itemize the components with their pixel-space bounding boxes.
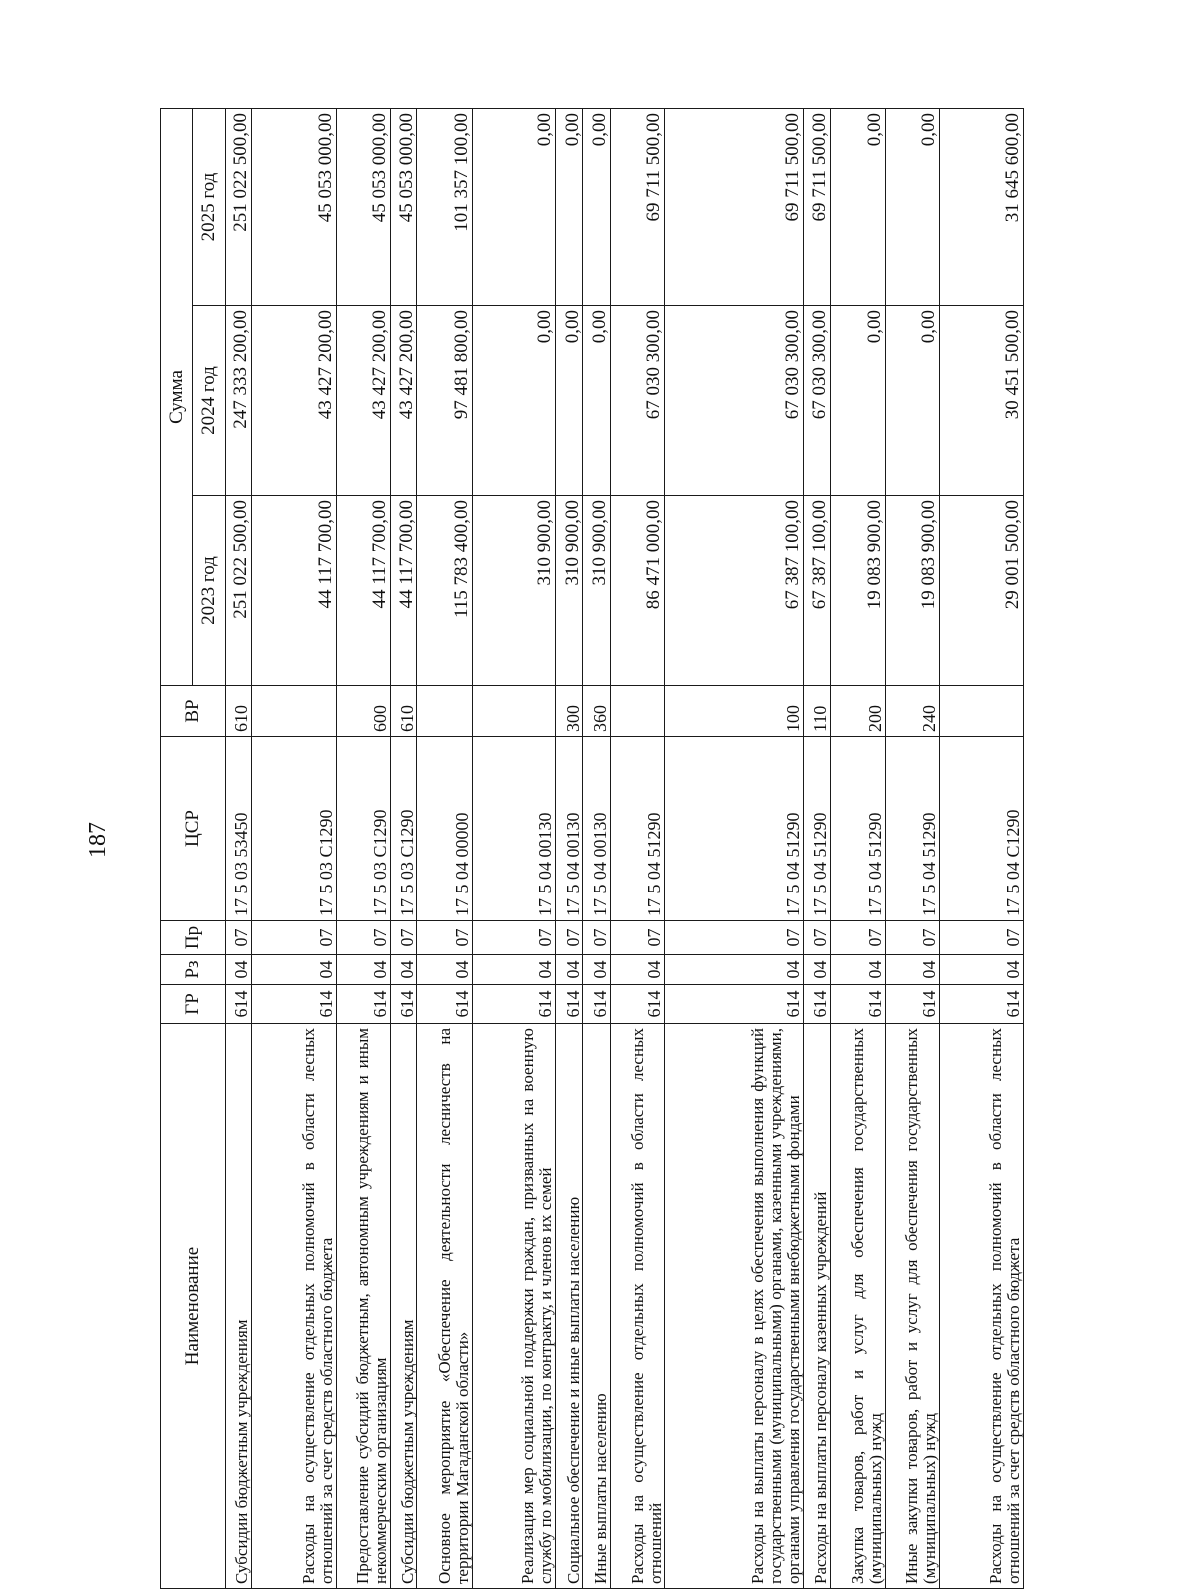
row-name: Социальное обеспечение и иные выплаты населению: [555, 1024, 583, 1589]
row-pr: 07: [939, 921, 1023, 955]
row-gr: 614: [939, 985, 1023, 1024]
row-2024: 0,00: [583, 306, 611, 496]
row-2025: 69 711 500,00: [611, 109, 665, 306]
table-header: [161, 109, 226, 1589]
row-pr: 07: [611, 921, 665, 955]
row-vr: 300: [555, 686, 583, 737]
row-gr: 614: [803, 985, 831, 1024]
row-2023: 44 117 700,00: [390, 496, 417, 686]
table-row: [583, 109, 611, 1589]
row-2024: 67 030 300,00: [665, 306, 803, 496]
row-2023: 86 471 000,00: [611, 496, 665, 686]
row-vr: [472, 686, 555, 737]
row-rz: 04: [831, 955, 885, 985]
row-2023: 115 783 400,00: [417, 496, 472, 686]
row-gr: 614: [555, 985, 583, 1024]
row-2024: 67 030 300,00: [611, 306, 665, 496]
row-gr: 614: [417, 985, 472, 1024]
page-number: 187: [84, 822, 111, 858]
row-csr: 17 5 04 51290: [611, 737, 665, 921]
table-row: [611, 109, 665, 1589]
row-rz: 04: [803, 955, 831, 985]
table-row: [417, 109, 472, 1589]
row-gr: 614: [226, 985, 252, 1024]
row-name: Субсидии бюджетным учреждениям: [226, 1024, 252, 1589]
row-2023: 44 117 700,00: [251, 496, 336, 686]
row-2024: 0,00: [555, 306, 583, 496]
header-rz: Рз: [161, 955, 226, 985]
table-row: [555, 109, 583, 1589]
row-pr: 07: [390, 921, 417, 955]
row-2024: 43 427 200,00: [390, 306, 417, 496]
row-rz: 04: [390, 955, 417, 985]
row-rz: 04: [885, 955, 939, 985]
row-name: Расходы на выплаты персоналу в целях обеспечения выполнения функций государственными (муниципальными) органами, казенными учреждениями, органами управления государственными внебюджетными фондами: [665, 1024, 803, 1589]
table-row: [390, 109, 417, 1589]
row-name: Расходы на осуществление отдельных полномочий в области лесных отношений за счет средств областного бюджета: [251, 1024, 336, 1589]
table-row: [665, 109, 803, 1589]
row-rz: 04: [417, 955, 472, 985]
header-gr: ГР: [161, 985, 226, 1024]
row-pr: 07: [885, 921, 939, 955]
row-pr: 07: [226, 921, 252, 955]
row-2024: 43 427 200,00: [336, 306, 390, 496]
row-vr: [251, 686, 336, 737]
row-pr: 07: [251, 921, 336, 955]
row-2025: 0,00: [472, 109, 555, 306]
row-2025: 0,00: [583, 109, 611, 306]
table-row: [831, 109, 885, 1589]
row-rz: 04: [665, 955, 803, 985]
row-csr: 17 5 04 00130: [555, 737, 583, 921]
row-2025: 31 645 600,00: [939, 109, 1023, 306]
header-2024: 2024 год: [193, 306, 226, 496]
row-2023: 310 900,00: [555, 496, 583, 686]
row-2025: 0,00: [831, 109, 885, 306]
table-row: [251, 109, 336, 1589]
budget-table: [160, 108, 1024, 1589]
row-2023: 310 900,00: [472, 496, 555, 686]
row-rz: 04: [226, 955, 252, 985]
row-2023: 310 900,00: [583, 496, 611, 686]
row-pr: 07: [583, 921, 611, 955]
row-vr: 110: [803, 686, 831, 737]
row-name: Закупка товаров, работ и услуг для обеспечения государственных (муниципальных) нужд: [831, 1024, 885, 1589]
row-2024: 67 030 300,00: [803, 306, 831, 496]
row-pr: 07: [336, 921, 390, 955]
row-gr: 614: [611, 985, 665, 1024]
row-vr: 610: [390, 686, 417, 737]
row-2025: 0,00: [555, 109, 583, 306]
row-pr: 07: [803, 921, 831, 955]
row-vr: 240: [885, 686, 939, 737]
row-2025: 0,00: [885, 109, 939, 306]
row-2023: 67 387 100,00: [803, 496, 831, 686]
table-body: [226, 109, 1024, 1589]
row-pr: 07: [831, 921, 885, 955]
row-csr: 17 5 03 С1290: [390, 737, 417, 921]
row-vr: [417, 686, 472, 737]
table-row: [939, 109, 1023, 1589]
row-gr: 614: [665, 985, 803, 1024]
row-vr: 100: [665, 686, 803, 737]
row-2023: 19 083 900,00: [885, 496, 939, 686]
header-sum: Сумма: [161, 109, 193, 686]
row-2025: 45 053 000,00: [390, 109, 417, 306]
header-pr: Пр: [161, 921, 226, 955]
row-pr: 07: [555, 921, 583, 955]
header-2023: 2023 год: [193, 496, 226, 686]
row-pr: 07: [665, 921, 803, 955]
row-csr: 17 5 04 51290: [803, 737, 831, 921]
row-2023: 29 001 500,00: [939, 496, 1023, 686]
row-rz: 04: [611, 955, 665, 985]
table-row: [885, 109, 939, 1589]
row-name: Расходы на осуществление отдельных полномочий в области лесных отношений: [611, 1024, 665, 1589]
table-row: [472, 109, 555, 1589]
row-gr: 614: [251, 985, 336, 1024]
row-rz: 04: [583, 955, 611, 985]
row-gr: 614: [885, 985, 939, 1024]
row-vr: [611, 686, 665, 737]
row-csr: 17 5 03 С1290: [251, 737, 336, 921]
row-name: Субсидии бюджетным учреждениям: [390, 1024, 417, 1589]
row-2024: 247 333 200,00: [226, 306, 252, 496]
row-pr: 07: [472, 921, 555, 955]
row-gr: 614: [336, 985, 390, 1024]
header-2025: 2025 год: [193, 109, 226, 306]
row-2023: 44 117 700,00: [336, 496, 390, 686]
row-rz: 04: [472, 955, 555, 985]
row-vr: 610: [226, 686, 252, 737]
row-vr: 200: [831, 686, 885, 737]
row-name: Иные закупки товаров, работ и услуг для обеспечения государственных (муниципальных) нужд: [885, 1024, 939, 1589]
row-vr: [939, 686, 1023, 737]
row-pr: 07: [417, 921, 472, 955]
row-2024: 0,00: [831, 306, 885, 496]
row-rz: 04: [251, 955, 336, 985]
row-gr: 614: [472, 985, 555, 1024]
row-csr: 17 5 04 С1290: [939, 737, 1023, 921]
row-2024: 30 451 500,00: [939, 306, 1023, 496]
row-csr: 17 5 04 51290: [831, 737, 885, 921]
row-csr: 17 5 04 00000: [417, 737, 472, 921]
row-csr: 17 5 03 53450: [226, 737, 252, 921]
row-csr: 17 5 04 00130: [583, 737, 611, 921]
row-name: Иные выплаты населению: [583, 1024, 611, 1589]
header-name: Наименование: [161, 1024, 226, 1589]
row-name: Расходы на осуществление отдельных полномочий в области лесных отношений за счет средств областного бюджета: [939, 1024, 1023, 1589]
row-2023: 67 387 100,00: [665, 496, 803, 686]
row-vr: 600: [336, 686, 390, 737]
row-rz: 04: [939, 955, 1023, 985]
row-2025: 251 022 500,00: [226, 109, 252, 306]
row-name: Реализация мер социальной поддержки граждан, призванных на военную службу по мобилизации, по контракту, и членов их семей: [472, 1024, 555, 1589]
row-gr: 614: [390, 985, 417, 1024]
row-2025: 45 053 000,00: [251, 109, 336, 306]
header-csr: ЦСР: [161, 737, 226, 921]
row-name: Основное мероприятие «Обеспечение деятельности лесничеств на территории Магаданской области»: [417, 1024, 472, 1589]
row-csr: 17 5 03 С1290: [336, 737, 390, 921]
row-2025: 69 711 500,00: [803, 109, 831, 306]
rotated-table-container: [160, 109, 1024, 1589]
row-2024: 0,00: [472, 306, 555, 496]
row-2023: 19 083 900,00: [831, 496, 885, 686]
table-row: [226, 109, 252, 1589]
row-2024: 43 427 200,00: [251, 306, 336, 496]
row-rz: 04: [555, 955, 583, 985]
row-2023: 251 022 500,00: [226, 496, 252, 686]
row-csr: 17 5 04 51290: [885, 737, 939, 921]
row-vr: 360: [583, 686, 611, 737]
row-gr: 614: [831, 985, 885, 1024]
row-name: Расходы на выплаты персоналу казенных учреждений: [803, 1024, 831, 1589]
row-name: Предоставление субсидий бюджетным, автономным учреждениям и иным некоммерческим организациям: [336, 1024, 390, 1589]
row-2025: 101 357 100,00: [417, 109, 472, 306]
header-vr: ВР: [161, 686, 226, 737]
row-2024: 0,00: [885, 306, 939, 496]
row-csr: 17 5 04 00130: [472, 737, 555, 921]
row-gr: 614: [583, 985, 611, 1024]
row-rz: 04: [336, 955, 390, 985]
row-2025: 45 053 000,00: [336, 109, 390, 306]
table-row: [336, 109, 390, 1589]
table-row: [803, 109, 831, 1589]
row-csr: 17 5 04 51290: [665, 737, 803, 921]
row-2024: 97 481 800,00: [417, 306, 472, 496]
row-2025: 69 711 500,00: [665, 109, 803, 306]
